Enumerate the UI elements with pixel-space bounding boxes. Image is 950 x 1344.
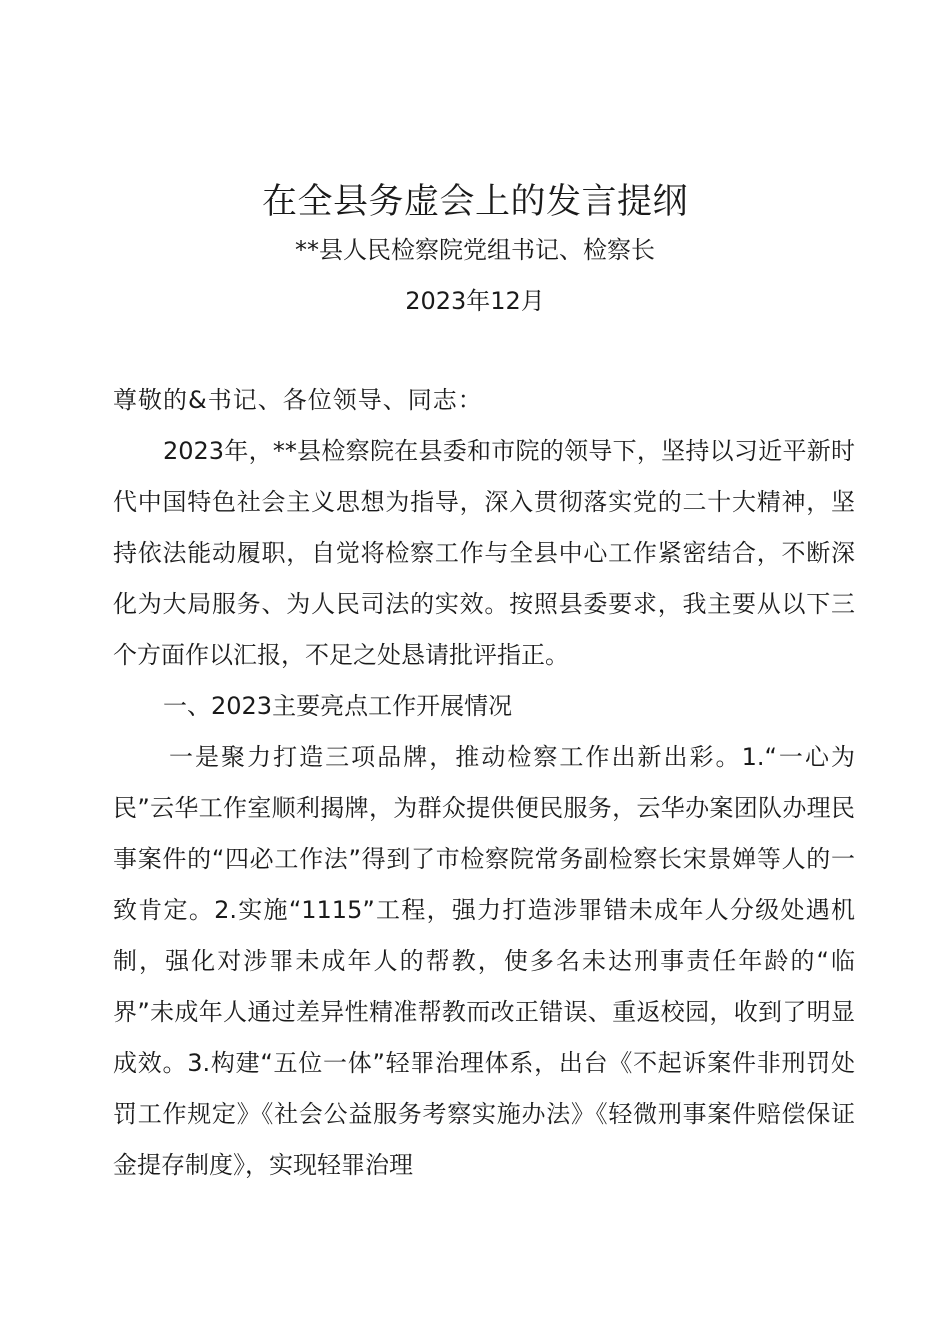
paragraph-highlights: 一是聚力打造三项品牌，推动检察工作出新出彩。1.“一心为民”云华工作室顺利揭牌，为群众提供便民服务，云华办案团队办理民事案件的“四必工作法”得到了市检察院常务副检察长宋景婵等人的一致肯定。2.实施“1115”工程，强力打造涉罪错未成年人分级处遇机制，强化对涉罪未成年人的帮教，使多名未达刑事责任年龄的“临界”未成年人通过差异性精准帮教而改正错误、重返校园，收到了明显成效。3.构建“五位一体”轻罪治理体系，出台《不起诉案件非刑罚处罚工作规定》《社会公益服务考察实施办法》《轻微刑事案件赔偿保证金提存制度》，实现轻罪治理 xyxy=(113,743,855,1179)
author-line: **县人民检察院党组书记、检察长 xyxy=(295,236,655,264)
section-heading: 一、2023主要亮点工作开展情况 xyxy=(163,692,513,720)
document-title: 在全县务虚会上的发言提纲 xyxy=(261,182,688,222)
paragraph-intro: 2023年，**县检察院在县委和市院的领导下，坚持以习近平新时代中国特色社会主义思想为指导，深入贯彻落实党的二十大精神，坚持依法能动履职，自觉将检察工作与全县中心工作紧密结合，不断深化为大局服务、为人民司法的实效。按照县委要求，我主要从以下三个方面作以汇报，不足之处恳请批评指正。 xyxy=(113,437,855,669)
document-body xyxy=(113,375,855,1191)
document-date: 2023年12月 xyxy=(405,287,545,315)
salutation: 尊敬的&书记、各位领导、同志： xyxy=(113,386,483,414)
